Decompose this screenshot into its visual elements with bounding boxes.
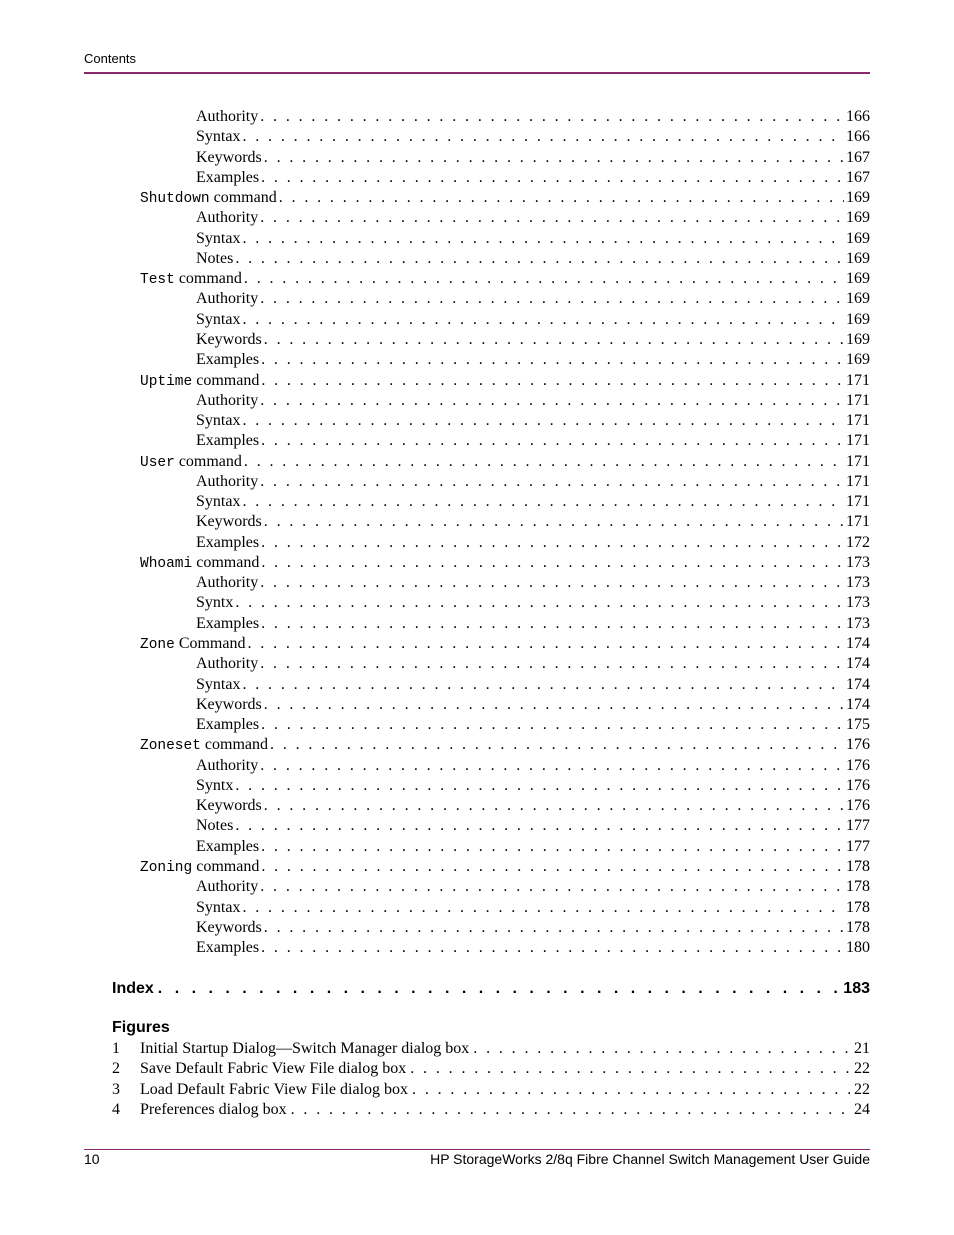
dot-leader <box>242 411 844 431</box>
toc-page-number: 178 <box>846 878 870 896</box>
toc-entry-label <box>196 107 258 127</box>
toc-page-number: 174 <box>846 635 870 653</box>
toc-subentry[interactable] <box>196 148 870 168</box>
dot-leader <box>158 978 840 1000</box>
command-name: Zone <box>140 637 175 654</box>
toc-subentry[interactable] <box>196 127 870 147</box>
toc-page-number: 174 <box>846 655 870 673</box>
toc-subentry[interactable] <box>196 877 870 897</box>
dot-leader <box>291 1100 850 1120</box>
toc-subentry[interactable] <box>196 614 870 634</box>
toc-entry-text: Authority <box>196 655 259 673</box>
toc-entry-label <box>196 229 240 249</box>
toc-page-number: 169 <box>846 310 870 328</box>
command-name: Shutdown <box>140 191 210 208</box>
toc-page-number: 177 <box>846 837 870 855</box>
toc-page-number: 177 <box>846 817 870 835</box>
toc-entry-text: Notes <box>196 249 234 267</box>
dot-leader <box>264 918 844 938</box>
toc-entry-text: Syntax <box>196 493 241 511</box>
dot-leader <box>264 330 844 350</box>
toc-subentry[interactable] <box>196 411 870 431</box>
toc-page-number: 171 <box>846 412 870 430</box>
toc-entry-text: Command <box>174 635 246 653</box>
figure-entry[interactable] <box>112 1039 870 1059</box>
toc-subentry[interactable] <box>196 593 870 613</box>
toc-subentry[interactable] <box>196 756 870 776</box>
figure-title: Preferences dialog box <box>140 1100 287 1118</box>
toc-entry-text: Keywords <box>196 148 262 166</box>
toc-subentry[interactable] <box>196 695 870 715</box>
toc-entry-label <box>140 188 277 209</box>
toc-subentry[interactable] <box>196 472 870 492</box>
toc-entry-text: Syntx <box>196 776 234 794</box>
toc-command-entry[interactable] <box>140 269 870 289</box>
toc-subentry[interactable] <box>196 310 870 330</box>
toc-entry-text: Authority <box>196 209 259 227</box>
toc-page-number: 172 <box>846 533 870 551</box>
toc-entry-text: Authority <box>196 472 259 490</box>
toc-page-number: 166 <box>846 128 870 146</box>
toc-page-number: 178 <box>846 918 870 936</box>
toc-page-number: 176 <box>846 756 870 774</box>
toc-entry-text: Examples <box>196 716 260 734</box>
dot-leader <box>242 229 844 249</box>
dot-leader <box>242 492 844 512</box>
toc-entry-text: command <box>174 452 242 470</box>
footer-page-number: 10 <box>84 1151 100 1167</box>
figure-entry[interactable] <box>112 1059 870 1079</box>
dot-leader <box>242 310 844 330</box>
toc-entry-label <box>196 938 259 958</box>
toc-page-number: 171 <box>846 391 870 409</box>
toc-command-entry[interactable] <box>140 452 870 472</box>
toc-entry-label <box>140 735 268 756</box>
dot-leader <box>473 1039 850 1059</box>
toc-entry-text: command <box>200 736 269 754</box>
toc-entry-label <box>196 310 240 330</box>
toc-entry-label <box>196 350 259 370</box>
toc-entry-text: Notes <box>196 817 234 835</box>
toc-page-number: 174 <box>846 675 870 693</box>
toc-entry-label <box>196 289 258 309</box>
toc-entry-label <box>140 371 259 392</box>
toc-entry-text: command <box>192 857 260 875</box>
dot-leader <box>260 391 844 411</box>
figure-number: 4 <box>112 1100 120 1118</box>
dot-leader <box>261 533 844 553</box>
toc-subentry[interactable] <box>196 391 870 411</box>
toc-entry-label <box>196 391 258 411</box>
toc-entry-label <box>140 269 242 290</box>
dot-leader <box>279 188 844 208</box>
dot-leader <box>242 898 844 918</box>
toc-command-entry[interactable] <box>140 634 870 654</box>
dot-leader <box>261 715 844 735</box>
toc-page-number: 173 <box>846 594 870 612</box>
toc-entry-label <box>196 675 240 695</box>
toc-subentry[interactable] <box>196 675 870 695</box>
figure-page-number: 22 <box>854 1060 870 1078</box>
toc-page-number: 180 <box>846 939 870 957</box>
figure-entry[interactable] <box>112 1080 870 1100</box>
toc-entry-label <box>196 756 258 776</box>
toc-subentry[interactable] <box>196 938 870 958</box>
dot-leader <box>244 269 844 289</box>
toc-subentry[interactable] <box>196 330 870 350</box>
toc-entry-label <box>196 796 262 816</box>
dot-leader <box>260 472 844 492</box>
toc-entry-label <box>196 512 262 532</box>
toc-entry-label <box>196 411 240 431</box>
dot-leader <box>235 776 844 796</box>
toc-entry-label <box>140 452 242 473</box>
toc-subentry[interactable] <box>196 350 870 370</box>
toc-entry-label <box>196 877 258 897</box>
toc-entry-text: Examples <box>196 939 260 957</box>
toc-page-number: 176 <box>846 736 870 754</box>
toc-entry-label <box>196 837 259 857</box>
toc-subentry[interactable] <box>196 796 870 816</box>
toc-page-number: 173 <box>846 614 870 632</box>
toc-command-entry[interactable] <box>140 371 870 391</box>
toc-entry-label <box>140 553 259 574</box>
toc-entry-label <box>196 431 259 451</box>
dot-leader <box>242 675 844 695</box>
dot-leader <box>261 553 844 573</box>
toc-page-number: 176 <box>846 797 870 815</box>
toc-page-number: 169 <box>846 351 870 369</box>
toc-page-number: 178 <box>846 857 870 875</box>
toc-entry-text: Syntax <box>196 310 241 328</box>
toc-subentry[interactable] <box>196 512 870 532</box>
command-name: Test <box>140 272 175 289</box>
dot-leader <box>412 1080 850 1100</box>
toc-entry-label <box>196 654 258 674</box>
toc-entry-text: Examples <box>196 351 260 369</box>
toc-page-number: 173 <box>846 574 870 592</box>
toc-entry-text: Authority <box>196 756 259 774</box>
toc-command-entry[interactable] <box>140 735 870 755</box>
toc-entry-label <box>140 634 245 655</box>
command-name: Uptime <box>140 373 193 390</box>
toc-entry-text: Syntax <box>196 229 241 247</box>
command-name: Zoneset <box>140 738 201 755</box>
header-rule <box>84 72 870 74</box>
toc-entry-label <box>196 472 258 492</box>
dot-leader <box>260 208 844 228</box>
footer-guide-title: HP StorageWorks 2/8q Fibre Channel Switch Management User Guide <box>430 1151 870 1167</box>
toc-entry-text: Syntax <box>196 128 241 146</box>
toc-subentry[interactable] <box>196 229 870 249</box>
toc-entry-text: Authority <box>196 574 259 592</box>
toc-subentry[interactable] <box>196 208 870 228</box>
toc-entry-label <box>196 715 259 735</box>
toc-subentry[interactable] <box>196 107 870 127</box>
figure-entry[interactable] <box>112 1100 870 1120</box>
toc-entry-label <box>196 330 262 350</box>
dot-leader <box>261 168 844 188</box>
toc-page-number: 178 <box>846 898 870 916</box>
toc-entry-label <box>196 816 233 836</box>
toc-subentry[interactable] <box>196 168 870 188</box>
dot-leader <box>260 654 844 674</box>
toc-entry-label <box>196 614 259 634</box>
toc-page-number: 171 <box>846 371 870 389</box>
toc-subentry[interactable] <box>196 654 870 674</box>
toc-entry-text: Syntx <box>196 594 234 612</box>
toc-entry-text: Keywords <box>196 513 262 531</box>
toc-subentry[interactable] <box>196 533 870 553</box>
toc-page-number: 169 <box>846 330 870 348</box>
toc-index-label: Index <box>112 980 154 997</box>
footer-rule <box>84 1149 870 1150</box>
toc-page-number: 171 <box>846 452 870 470</box>
toc-subentry[interactable] <box>196 918 870 938</box>
toc-entry-text: Syntax <box>196 898 241 916</box>
toc-entry-text: command <box>209 189 277 207</box>
dot-leader <box>264 512 844 532</box>
figure-page-number: 22 <box>854 1080 870 1098</box>
toc-page-number: 175 <box>846 716 870 734</box>
running-head: Contents <box>84 51 137 66</box>
toc-subentry[interactable] <box>196 715 870 735</box>
toc-page-number: 171 <box>846 493 870 511</box>
toc-entry-text: command <box>192 371 260 389</box>
toc-page-number: 173 <box>846 553 870 571</box>
figures-heading: Figures <box>112 1019 170 1036</box>
dot-leader <box>260 573 844 593</box>
toc-subentry[interactable] <box>196 816 870 836</box>
toc-page-number: 169 <box>846 229 870 247</box>
toc-command-entry[interactable] <box>140 188 870 208</box>
figure-title: Load Default Fabric View File dialog box <box>140 1080 409 1098</box>
toc-entry-text: Authority <box>196 290 259 308</box>
toc-entry-text: Keywords <box>196 695 262 713</box>
dot-leader <box>261 614 844 634</box>
dot-leader <box>261 371 844 391</box>
toc-entry-text: Examples <box>196 533 260 551</box>
toc-entry-text: Examples <box>196 614 260 632</box>
toc-entry-label <box>196 148 262 168</box>
figure-page-number: 21 <box>854 1040 870 1057</box>
dot-leader <box>260 877 844 897</box>
toc-index-entry[interactable] <box>112 978 870 1000</box>
dot-leader <box>264 148 844 168</box>
dot-leader <box>247 634 844 654</box>
dot-leader <box>260 289 844 309</box>
figure-number: 3 <box>112 1080 120 1098</box>
toc-page-number: 169 <box>846 270 870 288</box>
dot-leader <box>261 431 844 451</box>
toc-entry-label <box>196 249 233 269</box>
dot-leader <box>260 756 844 776</box>
toc-subentry[interactable] <box>196 492 870 512</box>
dot-leader <box>261 857 844 877</box>
toc-entry-text: Keywords <box>196 918 262 936</box>
toc-page-number: 171 <box>846 513 870 531</box>
dot-leader <box>261 837 844 857</box>
toc-entry-label <box>196 492 240 512</box>
figure-title: Initial Startup Dialog—Switch Manager dialog box <box>140 1040 470 1057</box>
dot-leader <box>235 816 844 836</box>
command-name: Whoami <box>140 555 193 572</box>
toc-page-number: 169 <box>846 189 870 207</box>
figure-number: 2 <box>112 1060 120 1078</box>
toc-page-number: 167 <box>846 168 870 186</box>
toc-entry-text: command <box>192 553 260 571</box>
dot-leader <box>264 695 844 715</box>
dot-leader <box>244 452 844 472</box>
toc-entry-text: Authority <box>196 391 259 409</box>
dot-leader <box>261 350 844 370</box>
toc-entry-text: Syntax <box>196 412 241 430</box>
dot-leader <box>261 938 844 958</box>
toc-subentry[interactable] <box>196 249 870 269</box>
toc-command-entry[interactable] <box>140 553 870 573</box>
dot-leader <box>235 593 844 613</box>
toc-entry-text: Authority <box>196 108 259 125</box>
figure-title: Save Default Fabric View File dialog box <box>140 1060 407 1078</box>
toc-entry-text: Examples <box>196 432 260 450</box>
dot-leader <box>270 735 844 755</box>
toc-entry-text: Keywords <box>196 330 262 348</box>
toc-page-number: 169 <box>846 249 870 267</box>
toc-entry-text: Examples <box>196 837 260 855</box>
command-name: Zoning <box>140 859 193 876</box>
dot-leader <box>410 1059 850 1079</box>
toc-entry-text: Examples <box>196 168 260 186</box>
toc-entry-label <box>140 857 259 878</box>
toc-page-number: 171 <box>846 432 870 450</box>
toc-page-number: 166 <box>846 108 870 125</box>
toc-page-number: 174 <box>846 695 870 713</box>
command-name: User <box>140 454 175 471</box>
toc-entry-text: Syntax <box>196 675 241 693</box>
figure-page-number: 24 <box>854 1100 870 1118</box>
dot-leader <box>235 249 844 269</box>
toc-entry-label <box>196 593 233 613</box>
toc-subentry[interactable] <box>196 776 870 796</box>
toc-entry-text: Keywords <box>196 797 262 815</box>
toc-entry-text: command <box>174 270 242 288</box>
toc-entry-label <box>196 898 240 918</box>
toc-entry-text: Authority <box>196 878 259 896</box>
toc-subentry[interactable] <box>196 573 870 593</box>
toc-index-page: 183 <box>843 980 870 997</box>
dot-leader <box>260 107 844 127</box>
dot-leader <box>242 127 844 147</box>
toc-entry-label <box>196 533 259 553</box>
toc-entry-label <box>196 776 233 796</box>
toc-entry-label <box>196 918 262 938</box>
toc-entry-label <box>196 168 259 188</box>
toc-subentry[interactable] <box>196 837 870 857</box>
toc-page-number: 176 <box>846 776 870 794</box>
toc-subentry[interactable] <box>196 431 870 451</box>
dot-leader <box>264 796 844 816</box>
toc-page-number: 171 <box>846 472 870 490</box>
toc-entry-label <box>196 573 258 593</box>
toc-entry-label <box>196 695 262 715</box>
toc-subentry[interactable] <box>196 289 870 309</box>
toc-page-number: 169 <box>846 209 870 227</box>
toc-command-entry[interactable] <box>140 857 870 877</box>
toc-entry-label <box>196 127 240 147</box>
toc-entry-label <box>196 208 258 228</box>
toc-page-number: 169 <box>846 290 870 308</box>
toc-page-number: 167 <box>846 148 870 166</box>
toc-subentry[interactable] <box>196 898 870 918</box>
figure-number: 1 <box>112 1040 120 1057</box>
